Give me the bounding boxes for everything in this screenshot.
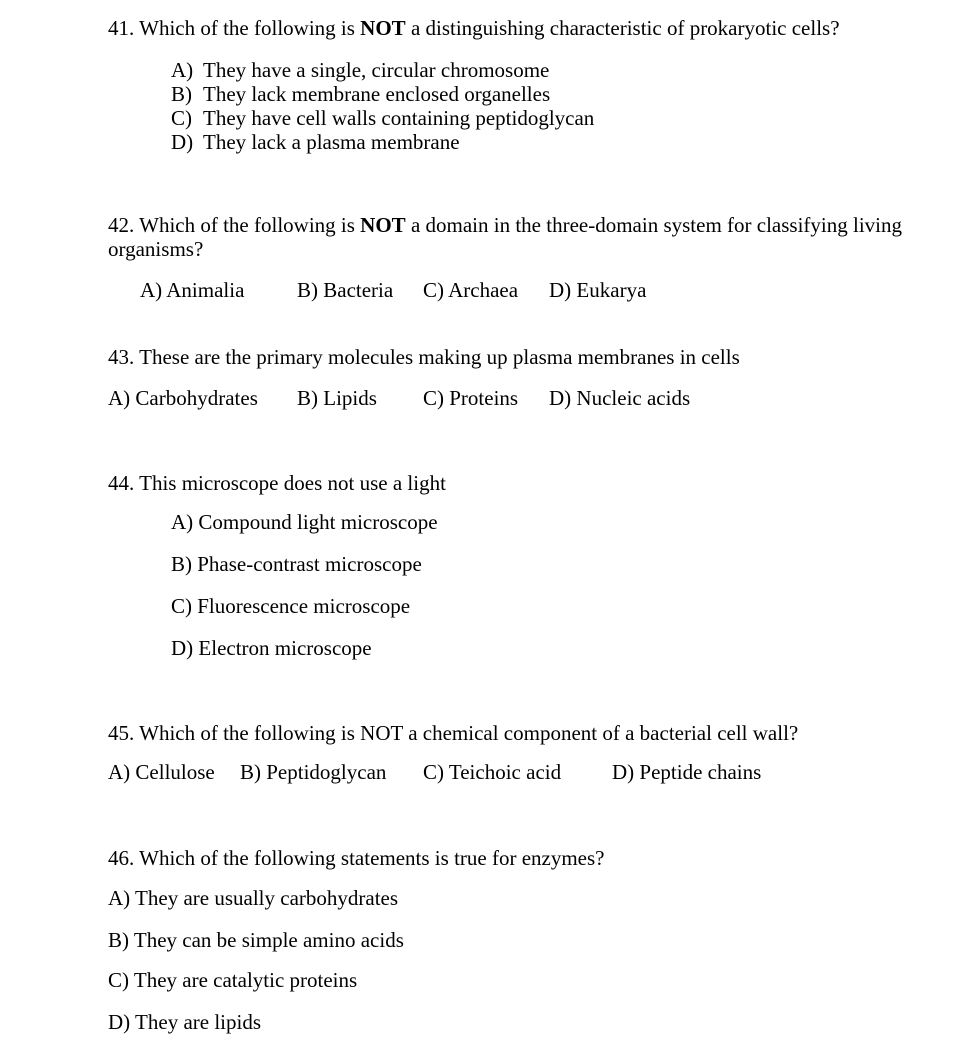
question-number: 42. — [108, 213, 135, 237]
question-text: Which of the following is NOT a chemical component of a bacterial cell wall? — [139, 721, 799, 745]
option-41-c[interactable] — [171, 108, 594, 129]
option-letter: C) — [171, 594, 192, 618]
question-text: a domain in the three-domain system for classifying living organisms? — [108, 213, 902, 261]
option-letter: A) — [140, 278, 163, 302]
option-text: Carbohydrates — [135, 386, 258, 410]
option-text: Proteins — [449, 386, 519, 410]
option-letter: B) — [297, 278, 318, 302]
option-text: They lack membrane enclosed organelles — [203, 82, 551, 106]
option-letter: C) — [423, 278, 444, 302]
option-42-a[interactable] — [140, 280, 244, 301]
question-text: This microscope does not use a light — [139, 471, 446, 495]
option-41-d[interactable] — [171, 132, 460, 153]
option-letter: D) — [549, 278, 572, 302]
option-46-c[interactable] — [108, 970, 357, 991]
option-43-a[interactable] — [108, 388, 258, 409]
option-letter: B) — [171, 552, 192, 576]
option-text: Electron microscope — [198, 636, 372, 660]
option-letter: A) — [171, 510, 194, 534]
option-text: They lack a plasma membrane — [203, 130, 460, 154]
option-text: Peptide chains — [639, 760, 762, 784]
option-text: They are lipids — [135, 1010, 262, 1034]
question-44-stem — [108, 471, 918, 495]
option-42-d[interactable] — [549, 280, 646, 301]
question-text: These are the primary molecules making up plasma membranes in cells — [139, 345, 740, 369]
option-45-d[interactable] — [612, 762, 761, 783]
option-letter: D) — [171, 130, 194, 154]
option-42-c[interactable] — [423, 280, 518, 301]
option-46-d[interactable] — [108, 1012, 261, 1033]
option-text: They are usually carbohydrates — [135, 886, 399, 910]
option-44-d[interactable] — [171, 638, 372, 659]
option-text: Phase-contrast microscope — [197, 552, 422, 576]
question-number: 41. — [108, 16, 135, 40]
option-text: They can be simple amino acids — [133, 928, 404, 952]
option-44-b[interactable] — [171, 554, 422, 575]
option-45-b[interactable] — [240, 762, 386, 783]
option-text: They are catalytic proteins — [133, 968, 358, 992]
option-text: Nucleic acids — [576, 386, 691, 410]
option-letter: B) — [171, 82, 192, 106]
option-letter: D) — [108, 1010, 131, 1034]
option-letter: C) — [108, 968, 129, 992]
option-43-c[interactable] — [423, 388, 518, 409]
option-letter: D) — [171, 636, 194, 660]
question-number: 46. — [108, 846, 135, 870]
option-text: Peptidoglycan — [266, 760, 387, 784]
option-text: Cellulose — [135, 760, 215, 784]
question-number: 45. — [108, 721, 135, 745]
option-43-d[interactable] — [549, 388, 690, 409]
option-text: Eukarya — [576, 278, 647, 302]
question-number: 43. — [108, 345, 135, 369]
option-44-c[interactable] — [171, 596, 410, 617]
emphasis-not: NOT — [360, 213, 406, 237]
option-44-a[interactable] — [171, 512, 438, 533]
option-46-b[interactable] — [108, 930, 404, 951]
option-text: Lipids — [323, 386, 377, 410]
option-text: Teichoic acid — [448, 760, 562, 784]
question-text: Which of the following statements is true for enzymes? — [139, 846, 605, 870]
option-43-b[interactable] — [297, 388, 377, 409]
option-letter: A) — [108, 760, 131, 784]
option-45-a[interactable] — [108, 762, 215, 783]
question-45-stem — [108, 721, 918, 745]
option-text: Compound light microscope — [198, 510, 438, 534]
question-number: 44. — [108, 471, 135, 495]
option-letter: B) — [240, 760, 261, 784]
option-letter: C) — [423, 386, 444, 410]
option-letter: B) — [297, 386, 318, 410]
option-45-c[interactable] — [423, 762, 561, 783]
question-text: Which of the following is — [139, 16, 355, 40]
question-text: a distinguishing characteristic of prokaryotic cells? — [410, 16, 840, 40]
question-41-stem — [108, 16, 918, 40]
option-letter: C) — [171, 106, 192, 130]
option-text: Archaea — [448, 278, 519, 302]
option-letter: C) — [423, 760, 444, 784]
option-letter: A) — [171, 58, 194, 82]
option-letter: B) — [108, 928, 129, 952]
option-42-b[interactable] — [297, 280, 393, 301]
option-text: Animalia — [166, 278, 245, 302]
question-43-stem — [108, 345, 918, 369]
question-text: Which of the following is — [139, 213, 355, 237]
option-letter: D) — [549, 386, 572, 410]
question-46-stem — [108, 846, 918, 870]
option-41-b[interactable] — [171, 84, 550, 105]
option-letter: D) — [612, 760, 635, 784]
option-letter: A) — [108, 386, 131, 410]
option-text: They have cell walls containing peptidoglycan — [203, 106, 595, 130]
question-42-stem — [108, 213, 908, 261]
option-46-a[interactable] — [108, 888, 398, 909]
option-text: They have a single, circular chromosome — [203, 58, 550, 82]
option-letter: A) — [108, 886, 131, 910]
option-41-a[interactable] — [171, 60, 549, 81]
emphasis-not: NOT — [360, 16, 406, 40]
option-text: Fluorescence microscope — [197, 594, 411, 618]
option-text: Bacteria — [323, 278, 394, 302]
